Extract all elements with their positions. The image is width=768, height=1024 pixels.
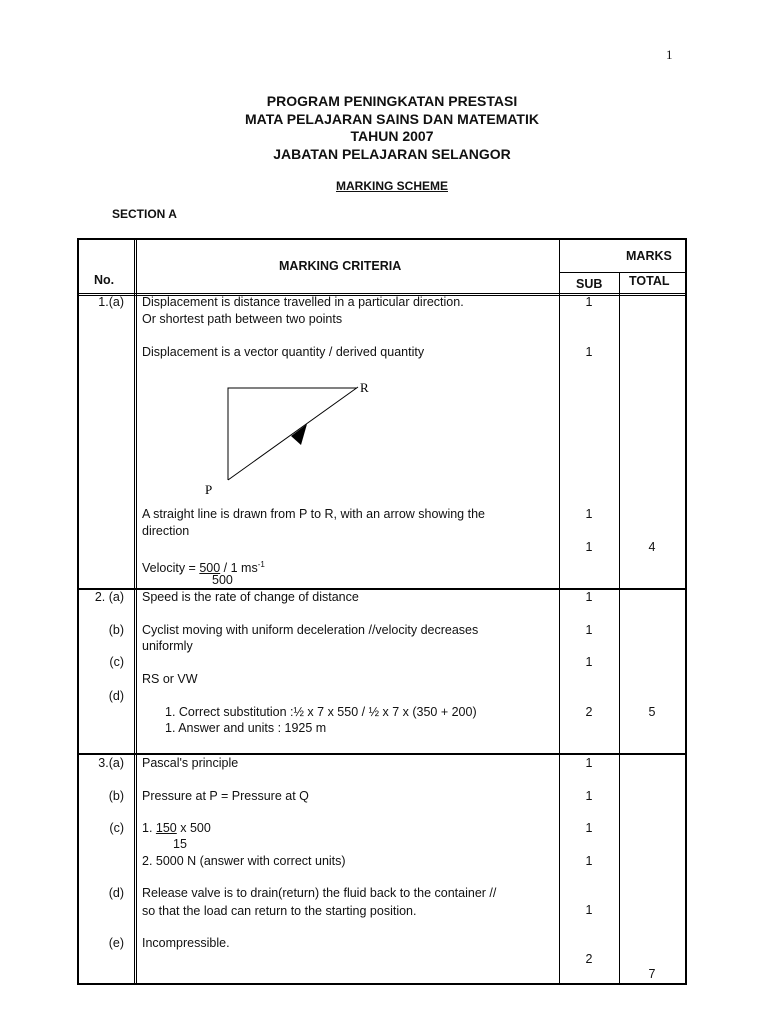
q1-line-1: Displacement is distance travelled in a particular direction. [142,295,464,309]
section-title: SECTION A [112,207,177,221]
header-bottom [77,293,686,294]
q3-label-b: (b) [108,789,124,803]
q3-c-text-1 [142,821,211,836]
page-number: 1 [666,47,673,62]
q3-e-text: Incompressible. [142,936,230,950]
header-marks: MARKS [626,249,672,263]
q1-sub-1: 1 [585,295,593,309]
table-border-bottom [77,983,686,985]
q2-b-text-1: Cyclist moving with uniform deceleration //velocity decreases [142,623,479,637]
q1-line-5: direction [142,524,190,538]
displacement-line [228,387,358,480]
q2-sub-1: 1 [585,590,593,604]
header-line-3: TAHUN 2007 [350,128,434,144]
velocity-denominator: 500 [212,573,233,587]
q2-label-c: (c) [109,655,124,669]
q3-sub-3: 1 [585,821,593,835]
velocity-numerator: 500 [199,561,221,576]
q2-sub-4: 2 [585,705,593,719]
q2-label-d: (d) [108,689,124,703]
q3-c-denominator: 15 [173,837,187,851]
q1-line-3: Displacement is a vector quantity / derived quantity [142,345,425,359]
q3-label-c: (c) [109,821,124,835]
row2-bottom [77,753,686,755]
q2-sub-2: 1 [585,623,593,637]
header-total: TOTAL [629,274,670,288]
header-line-2: MATA PELAJARAN SAINS DAN MATEMATIK [245,111,539,127]
q3-c-numerator: 150 [155,821,177,835]
velocity-mid: / 1 ms [220,561,258,576]
q3-label-e: (e) [108,936,124,950]
q2-sub-3: 1 [585,655,593,669]
marking-scheme-title: MARKING SCHEME [335,179,448,193]
header-sub: SUB [576,277,603,291]
q1-total: 4 [648,540,656,554]
col-no-divider [134,238,135,985]
header-no: No. [94,273,115,287]
q2-label-a: 2. (a) [94,590,124,604]
col-no-divider-2 [136,238,137,985]
label-r: R [360,380,369,395]
table-border-left [77,238,79,985]
q1-sub-2: 1 [585,345,593,359]
q3-label-d: (d) [108,886,124,900]
header-criteria: MARKING CRITERIA [279,259,402,273]
q3-d-text-1: Release valve is to drain(return) the fluid back to the container // [142,886,497,900]
header-line-1: PROGRAM PENINGKATAN PRESTASI [266,93,518,109]
q3-sub-1: 1 [585,756,593,770]
q3-sub-2: 1 [585,789,593,803]
q1-velocity [142,557,265,576]
q1-label: 1.(a) [98,295,124,309]
q3-sub-5: 1 [585,903,593,917]
q2-d-text-1: 1. Correct substitution :½ x 7 x 550 / ½ x 7 x (350 + 200) [165,705,477,719]
q2-a-text: Speed is the rate of change of distance [142,590,359,604]
q3-d-text-2: so that the load can return to the starting position. [142,904,417,918]
header-line-4: JABATAN PELAJARAN SELANGOR [273,146,511,162]
q3-c-text-2: 2. 5000 N (answer with correct units) [142,854,346,868]
q3-a-text: Pascal's principle [142,756,239,770]
q3-label-a: 3.(a) [98,756,124,770]
velocity-exponent: -1 [257,560,265,569]
q2-total: 5 [648,705,656,719]
marks-divider [559,272,686,273]
q2-d-text-2: 1. Answer and units : 1925 m [165,721,327,735]
q2-label-b: (b) [108,623,124,637]
label-p: P [205,482,213,497]
q3-sub-6: 2 [585,952,593,966]
col-criteria-divider [559,238,560,985]
q3-sub-4: 1 [585,854,593,868]
table-border-right [685,238,687,985]
col-sub-divider [619,272,620,985]
q2-b-text-2: uniformly [142,639,193,653]
q3-b-text: Pressure at P = Pressure at Q [142,789,309,803]
q3-c-rest: x 500 [176,821,211,835]
q2-c-text: RS or VW [142,672,198,686]
q3-total: 7 [648,967,656,981]
q1-sub-4: 1 [585,540,593,554]
q3-c-prefix: 1. [142,821,156,835]
displacement-diagram [190,375,390,500]
q1-line-4: A straight line is drawn from P to R, with an arrow showing the [142,507,485,521]
velocity-prefix: Velocity = [142,561,200,576]
arrow-head-icon [291,424,307,445]
q1-line-2: Or shortest path between two points [142,312,343,326]
q1-sub-3: 1 [585,507,593,521]
table-border-top [77,238,686,240]
